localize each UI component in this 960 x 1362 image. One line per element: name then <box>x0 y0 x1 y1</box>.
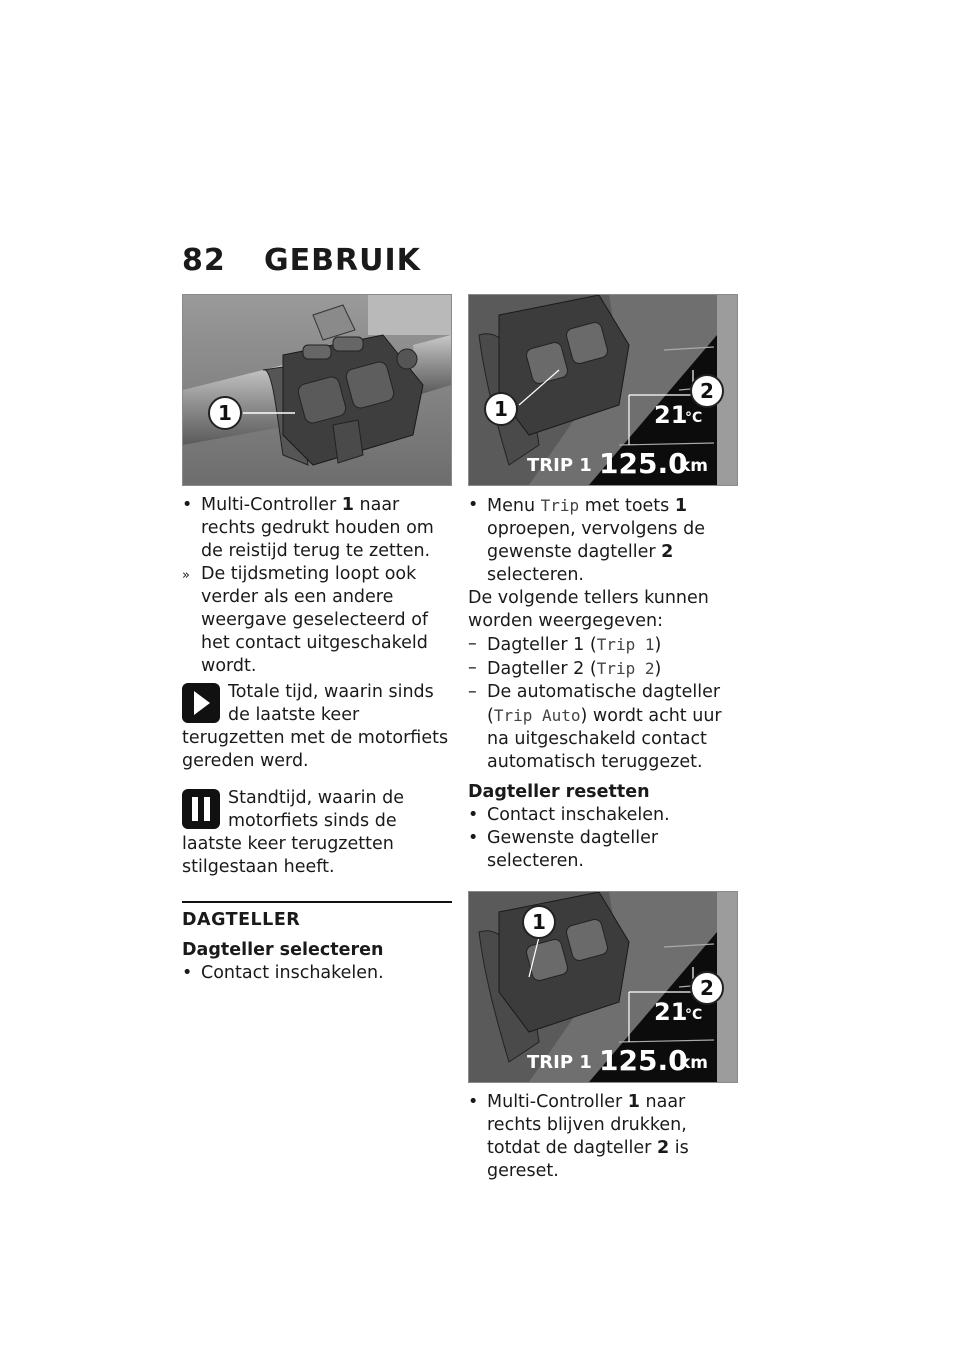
callout-2: 2 <box>700 976 714 1000</box>
note-total-time: Totale tijd, waarin sinds de laatste keer terugzetten met de motorfiets gereden werd. <box>182 682 449 771</box>
instruction-step: • Contact inschakelen. <box>468 805 670 825</box>
figure-display-reset <box>468 891 738 1083</box>
trip-label: TRIP 1 <box>527 455 592 476</box>
dash-marker: – <box>468 682 477 702</box>
instruction-step: • Gewenste dagteller selecteren. <box>468 828 659 871</box>
dash-marker: – <box>468 658 477 678</box>
note-standing-time: Standtijd, waarin de motorfiets sinds de laatste keer terugzetten stilgestaan heeft. <box>182 788 405 877</box>
list-item: – De automatische dagteller (Trip Auto) wordt acht uur na uitgeschakeld contact automatisch teruggezet. <box>468 682 722 772</box>
callout-2: 2 <box>700 379 714 403</box>
figure-display-trip <box>468 294 738 486</box>
list-item: – Dagteller 1 (Trip 1) <box>468 634 662 655</box>
bullet-marker: • <box>182 495 193 515</box>
section-divider <box>182 901 452 903</box>
result-marker: » <box>182 568 190 583</box>
bullet-marker: • <box>182 963 193 983</box>
trip-label: TRIP 1 <box>527 1052 592 1073</box>
display-illustration <box>469 295 737 485</box>
callout-1: 1 <box>218 401 232 425</box>
trip-value: 125.0 <box>599 1044 688 1077</box>
play-icon <box>182 683 220 723</box>
page-header <box>182 243 421 278</box>
subsection-title: Dagteller selecteren <box>182 940 384 960</box>
trip-unit: km <box>679 1053 709 1073</box>
dash-marker: – <box>468 634 477 654</box>
right-column <box>468 294 738 1183</box>
temperature-value: 21 <box>654 998 688 1026</box>
result-note: » De tijdsmeting loopt ook verder als een andere weergave geselecteerd of het contact uitgeschakeld wordt. <box>182 564 429 676</box>
instruction-step: • Menu Trip met toets 1 oproepen, vervolgens de gewenste dagteller 2 selecteren. <box>468 495 705 585</box>
instruction-step: • Multi-Controller 1 naar rechts gedrukt houden om de reistijd terug te zetten. <box>182 495 434 561</box>
trip-value: 125.0 <box>599 447 688 480</box>
left-column <box>182 294 452 985</box>
list-item: – Dagteller 2 (Trip 2) <box>468 658 662 679</box>
section-title: DAGTELLER <box>182 910 301 930</box>
body-paragraph: De volgende tellers kunnen worden weergegeven: <box>468 588 709 631</box>
pause-icon <box>182 789 220 829</box>
subsection-title: Dagteller resetten <box>468 782 650 802</box>
bullet-marker: • <box>468 828 479 848</box>
display-illustration <box>469 892 737 1082</box>
instruction-step: • Multi-Controller 1 naar rechts blijven drukken, totdat de dagteller 2 is gereset. <box>468 1092 689 1181</box>
section-heading: GEBRUIK <box>264 243 421 278</box>
figure-handlebar-controller <box>182 294 452 486</box>
bullet-marker: • <box>468 805 479 825</box>
temperature-value: 21 <box>654 401 688 429</box>
callout-1: 1 <box>532 910 546 934</box>
page-number: 82 <box>182 243 226 278</box>
callout-1: 1 <box>494 397 508 421</box>
handlebar-illustration <box>183 295 451 485</box>
temperature-unit: °C <box>685 410 703 426</box>
instruction-step: • Contact inschakelen. <box>182 963 384 983</box>
trip-unit: km <box>679 456 709 476</box>
bullet-marker: • <box>468 1092 479 1112</box>
bullet-marker: • <box>468 495 479 515</box>
temperature-unit: °C <box>685 1007 703 1023</box>
